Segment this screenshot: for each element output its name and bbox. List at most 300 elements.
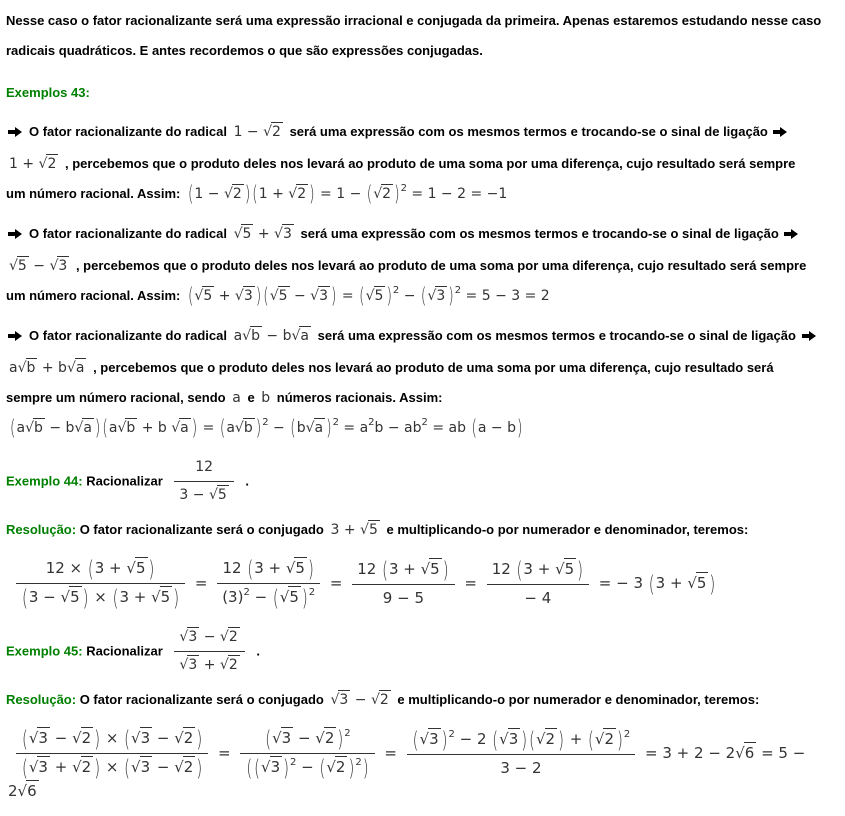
square-root [366,288,386,304]
numerator: 12 (3 + √5 ) [487,556,589,584]
radicand: 5 [696,574,707,592]
radicand: 5 [17,258,27,274]
arrow-stem [773,130,780,134]
document-body [6,6,839,800]
radicand: 3 [38,758,48,776]
denominator: 3 − 2 [407,754,636,782]
examples-43-heading [6,78,839,108]
section-label: Exemplo 44: [6,473,83,489]
text-run: e multiplicando-o por numerador e denominador, teremos: [382,522,749,537]
paren-body: √3 − √2 [131,758,194,776]
radical-sign-icon: √ [234,288,244,304]
text-run: , percebemos que o produto deles nos levará ao produto de uma soma por uma diferença, cujo resultado será [89,360,774,375]
text-run: O fator racionalizante do radical [29,327,231,343]
open-paren: ( [124,725,131,753]
close-paren: ) [301,584,308,612]
square-root [29,758,50,776]
exponent: 2 [262,417,269,428]
exponent: 2 [623,728,631,740]
equation-45 [8,725,839,800]
paren-body: 1 − √2 [194,186,242,202]
text-line [6,515,839,545]
radicand: 2 [324,729,335,747]
bullet-1 [6,116,839,210]
square-root [306,420,326,436]
fraction [487,556,589,612]
close-paren: ) [577,555,584,583]
radical-sign-icon: √ [9,258,18,274]
math-expression: $\frac{(√3 - √2 ) \times (√3 - √2 )}{(√3 + √2 ) \times (√3 - √2 )}$ = $\frac{(√3 - √2 )^2}{( (√3 )^2 - (√2 )^2)}$ = $\frac{(√3 )^2 - 2 (√3 ) (√2 ) + (√2 )^2}{3 - 2}$ = 3 + 2 − 2√6 = 5 − 2√6 [8,744,805,800]
exponent: 2 [355,757,362,768]
fraction [240,725,374,782]
radical-sign-icon: √ [208,487,218,503]
math-expression [169,459,238,503]
numerator: √3 − √2 [179,629,238,645]
parenthesized-group [528,725,565,753]
text-run: um número racional. Assim: [6,186,184,201]
radical-sign-icon: √ [735,744,745,762]
parenthesized-group [366,183,401,207]
exponent: 2 [344,728,351,739]
radicand: a [75,360,85,376]
square-root [194,288,214,304]
arrow-stem [8,232,15,236]
square-root [72,729,93,747]
open-paren: ( [247,555,254,583]
square-root [274,226,294,242]
radical-sign-icon: √ [242,327,252,344]
paren-body [280,588,301,606]
text-line [6,454,839,509]
square-root [242,328,262,344]
open-paren: ( [124,754,131,782]
radical-sign-icon: √ [234,420,244,436]
radical-sign-icon: √ [174,758,184,776]
close-paren: ) [331,285,337,309]
denominator: √3 + √2 [174,651,244,679]
parenthesized-group [587,725,624,753]
close-paren: ) [348,754,355,782]
radical-sign-icon: √ [25,420,34,436]
paren-body: a√b − b√a [16,420,92,436]
close-paren: ) [362,754,369,782]
section-label: Exemplos 43: [6,85,90,100]
parenthesized-group [21,754,101,782]
text-line [6,413,839,444]
math-expression: √5 − √3 [9,258,68,274]
section-label: Resolução: [6,522,77,537]
square-root [263,124,283,140]
radicand: 2 [272,123,281,140]
square-root [421,560,442,578]
radicand: 2 [297,186,307,202]
paren-body: a − b [477,420,517,436]
exponent: 2 [308,587,316,598]
parenthesized-group [262,285,337,309]
open-paren: ( [648,570,655,598]
square-root [315,729,336,747]
math-expression: b [261,390,271,406]
math-expression [169,629,249,673]
radicand: 3 [270,758,281,776]
paren-body: a√b [226,420,253,436]
radicand: 5 [368,522,378,538]
math-expression: √5 + √3 [233,225,292,242]
exponent: 2 [332,417,339,428]
arrow-head [15,127,22,137]
exponent: 2 [243,587,250,598]
numerator: 12 (3 + √5 ) [217,555,320,583]
parenthesized-group [123,725,203,753]
paren-body: b√a [296,420,324,436]
radical-sign-icon: √ [38,156,48,172]
radical-sign-icon: √ [179,657,189,673]
paren-body [366,288,386,304]
open-paren: ( [22,725,28,753]
radicand: 5 [70,588,80,606]
text-line [6,6,839,36]
square-root [555,560,576,578]
radicand: 5 [217,487,227,503]
radical-sign-icon: √ [28,758,39,776]
paren-body: √5 − √3 [269,288,329,304]
paren-body [373,186,393,202]
radical-sign-icon: √ [272,729,282,747]
radical-sign-icon: √ [305,420,315,436]
text-line [6,320,839,353]
parenthesized-group [21,725,101,753]
radicand: 5 [564,559,575,578]
close-paren: ) [196,725,203,753]
text-run: O fator racionalizante será o conjugado [76,692,328,707]
radical-sign-icon: √ [360,522,369,538]
radical-sign-icon: √ [174,729,184,747]
text-run: e [243,390,259,405]
paren-body: √3 − √2 [272,729,335,747]
arrow-stem [8,334,15,338]
denominator: 3 − √5 [174,481,233,509]
fraction [407,726,636,782]
math-expression: (√5 + √3 ) (√5 − √3 ) = (√5 )$^2$ − (√3 )$^2$ = 5 − 3 = 2 [187,288,550,304]
paren-body: √3 + √2 [28,758,92,776]
arrow-icon [802,320,816,350]
parenthesized-group [358,285,393,309]
radicand: 3 [140,758,151,776]
paren-body [261,758,282,776]
square-root [18,782,39,800]
open-paren: ( [359,285,365,309]
arrow-icon [8,320,22,350]
close-paren: ) [442,555,449,583]
radical-sign-icon: √ [74,420,84,436]
square-root [209,487,229,503]
radicand: 3 [188,629,198,645]
square-root [151,588,172,606]
denominator: (3 − √5 ) × (3 + √5 ) [16,583,185,612]
radicand: 5 [295,559,305,577]
square-root [288,186,308,202]
text-run: O fator racionalizante será o conjugado [76,522,328,537]
radicand: 3 [188,657,198,673]
open-paren: ( [382,555,388,583]
radical-sign-icon: √ [326,758,336,776]
paren-body: 3 + √5 [119,588,171,606]
exponent: 2 [290,757,297,768]
paren-body [326,758,347,776]
close-paren: ) [386,285,392,309]
close-paren: ) [283,754,289,782]
numerator: 12 × (3 + √5 ) [16,555,185,583]
open-paren: ( [252,183,258,207]
square-root [174,729,195,747]
close-paren: ) [309,183,315,207]
section-label: Exemplo 45: [6,643,83,659]
open-paren: ( [22,754,28,782]
square-root [126,559,147,577]
paren-body: 3 + √5 [388,559,440,578]
radical-sign-icon: √ [594,729,605,748]
radical-sign-icon: √ [555,559,565,578]
arrow-icon [773,116,787,146]
parenthesized-group [253,754,290,782]
close-paren: ) [337,725,344,753]
radicand: 3 [339,692,349,708]
text-run: será uma expressão com os mesmos termos e trocando-se o sinal de ligação [314,327,800,343]
math-expression: √3 − √2 [330,692,389,708]
close-paren: ) [521,725,528,753]
close-paren: ) [517,417,523,441]
intro-paragraph [6,6,839,66]
square-root [74,420,94,436]
radical-sign-icon: √ [233,225,243,242]
radicand: 2 [183,758,194,776]
text-run: , percebemos que o produto deles nos levará ao produto de uma soma por uma diferença, cujo resultado será sempre [72,258,807,273]
text-run: sempre um número racional, sendo [6,390,230,405]
close-paren: ) [255,285,262,309]
math-expression: a [232,390,241,406]
text-run: , percebemos que o produto deles nos levará ao produto de uma soma por uma diferença, cujo resultado será sempre [61,156,796,171]
radical-sign-icon: √ [285,559,296,577]
text-line [6,685,839,715]
arrow-icon [8,218,22,248]
radicand: 6 [27,782,37,800]
radicand: a [83,420,92,436]
close-paren: ) [617,725,623,753]
paren-body [420,730,441,748]
square-root [9,258,29,274]
radical-sign-icon: √ [420,559,431,578]
radical-sign-icon: √ [263,123,273,140]
bullet-2 [6,218,839,312]
paren-body: a√b + b √a [108,420,189,436]
radical-sign-icon: √ [373,186,383,202]
square-root [286,559,307,577]
square-root [420,730,441,748]
radicand: 5 [242,225,252,242]
radical-sign-icon: √ [419,729,430,748]
open-paren: ( [246,754,253,782]
radicand: 5 [430,559,440,578]
arrow-head [791,229,798,239]
exponent: 2 [448,728,455,740]
radical-sign-icon: √ [223,186,233,202]
radicand: 3 [140,729,151,747]
radicand: 3 [508,729,519,748]
radical-sign-icon: √ [17,782,28,800]
radicand: 2 [183,729,194,747]
open-paren: ( [588,725,594,753]
arrow-stem [8,130,15,134]
open-paren: ( [272,584,279,612]
close-paren: ) [173,584,180,612]
paren-body: √3 − √2 [28,729,92,747]
square-root [29,729,50,747]
radical-sign-icon: √ [427,288,437,304]
square-root [427,288,447,304]
parenthesized-group [251,183,315,207]
exponent: 2 [392,285,400,296]
numerator [240,725,374,753]
close-paren: ) [244,183,251,207]
open-paren: ( [187,183,194,207]
numerator: (√3 )$^2$ − 2 (√3 ) (√2 ) + (√2 )$^2$ [407,726,636,754]
parenthesized-group [187,285,262,309]
close-paren: ) [709,570,716,598]
square-root [280,588,301,606]
radical-sign-icon: √ [17,360,27,376]
radicand: 2 [379,692,389,708]
parenthesized-group [112,584,180,612]
parenthesized-group [21,584,89,612]
radicand: 2 [81,758,92,776]
equation-44 [8,555,839,612]
math-expression: (1 − √2 ) (1 + √2 ) = 1 − (√2 )$^2$ = 1 − 2 = −1 [187,186,507,202]
radicand: 3 [282,225,292,242]
square-root [220,657,240,673]
fraction [16,555,185,612]
text-run: será uma expressão com os mesmos termos e trocando-se o sinal de ligação [296,225,783,241]
text-line [6,116,839,149]
parenthesized-group [318,754,355,782]
math-expression: (a√b − b√a ) (a√b + b √a ) = (a√b )$^2$ − (b√a )$^2 = a^2b - ab^2$ = ab (a − b) [9,420,523,436]
radicand: b [243,420,253,436]
text-run: O fator racionalizante do radical [29,225,231,241]
bullet-3 [6,320,839,444]
resolucao-44 [6,515,839,545]
radical-sign-icon: √ [219,629,229,645]
text-run: Racionalizar [82,643,167,659]
math-expression: 1 + √2 [9,156,57,172]
radical-sign-icon: √ [261,758,271,776]
fraction [174,454,233,509]
paren-body: √3 − √2 [131,729,194,747]
arrow-head [15,229,22,239]
close-paren: ) [148,555,155,583]
section-label: Resolução: [6,692,77,707]
radical-sign-icon: √ [274,225,283,242]
exponent: 2 [421,417,428,428]
radicand: 5 [374,288,384,304]
open-paren: ( [87,555,94,583]
radicand: 5 [278,288,288,304]
square-root [595,730,616,748]
denominator: − 4 [487,584,589,612]
close-paren: ) [196,754,203,782]
text-run: um número racional. Assim: [6,288,184,303]
text-line [6,36,839,66]
radical-sign-icon: √ [315,729,325,747]
radical-sign-icon: √ [291,327,301,344]
parenthesized-group [412,725,449,753]
text-run: e multiplicando-o por numerador e denominador, teremos: [393,692,760,707]
open-paren: ( [112,584,119,612]
radical-sign-icon: √ [330,692,340,708]
text-run: . [252,643,260,659]
square-root [72,758,93,776]
parenthesized-group [187,183,251,207]
text-line [6,78,839,108]
close-paren: ) [82,584,89,612]
radicand: 2 [81,729,92,747]
arrow-icon [784,218,798,248]
radicand: a [314,420,324,436]
radicand: 5 [203,288,213,304]
square-root [536,730,557,748]
open-paren: ( [420,285,427,309]
text-line [6,218,839,251]
radicand: 2 [335,758,346,776]
fraction [352,556,454,612]
radicand: 3 [436,288,446,304]
example-44 [6,454,839,509]
square-root [272,729,293,747]
radical-sign-icon: √ [28,729,39,747]
radical-sign-icon: √ [535,729,546,748]
text-run: . [241,473,250,489]
text-line [6,149,839,179]
close-paren: ) [448,285,454,309]
math-expression: 3 + √5 [330,522,378,538]
open-paren: ( [529,725,535,753]
parenthesized-group [470,417,523,441]
paren-body: 3 + √5 [254,559,305,577]
text-line [6,353,839,383]
math-expression: a√b + b√a [9,360,85,376]
square-root [310,288,330,304]
math-expression: $\frac{12 \times (3 + √5 )}{(3 - √5 ) \times (3 + √5 )}$ = $\frac{12 (3 + √5 )}{(3)^2 - (√5 )^2}$ = $\frac{12 (3 + √5 )}{9 - 5}$ = $\frac{12 (3 + √5 )}{- 4}$ = − 3 (3 + √5 ) [11,574,716,592]
resolucao-45 [6,685,839,715]
open-paren: ( [22,584,28,612]
radicand: 3 [281,729,292,747]
open-paren: ( [254,754,261,782]
parenthesized-group [289,417,332,441]
square-root [220,629,240,645]
radical-sign-icon: √ [219,657,229,673]
radicand: a [180,420,189,436]
close-paren: ) [94,754,101,782]
radicand: 6 [744,744,755,762]
radicand: 3 [243,288,253,304]
radicand: 5 [135,559,146,577]
example-45 [6,624,839,679]
close-paren: ) [394,183,400,207]
parenthesized-group [123,754,203,782]
radicand: b [26,360,36,376]
radical-sign-icon: √ [499,729,509,748]
radicand: 2 [232,186,242,202]
radical-sign-icon: √ [687,574,697,592]
text-run: Racionalizar [82,473,167,489]
